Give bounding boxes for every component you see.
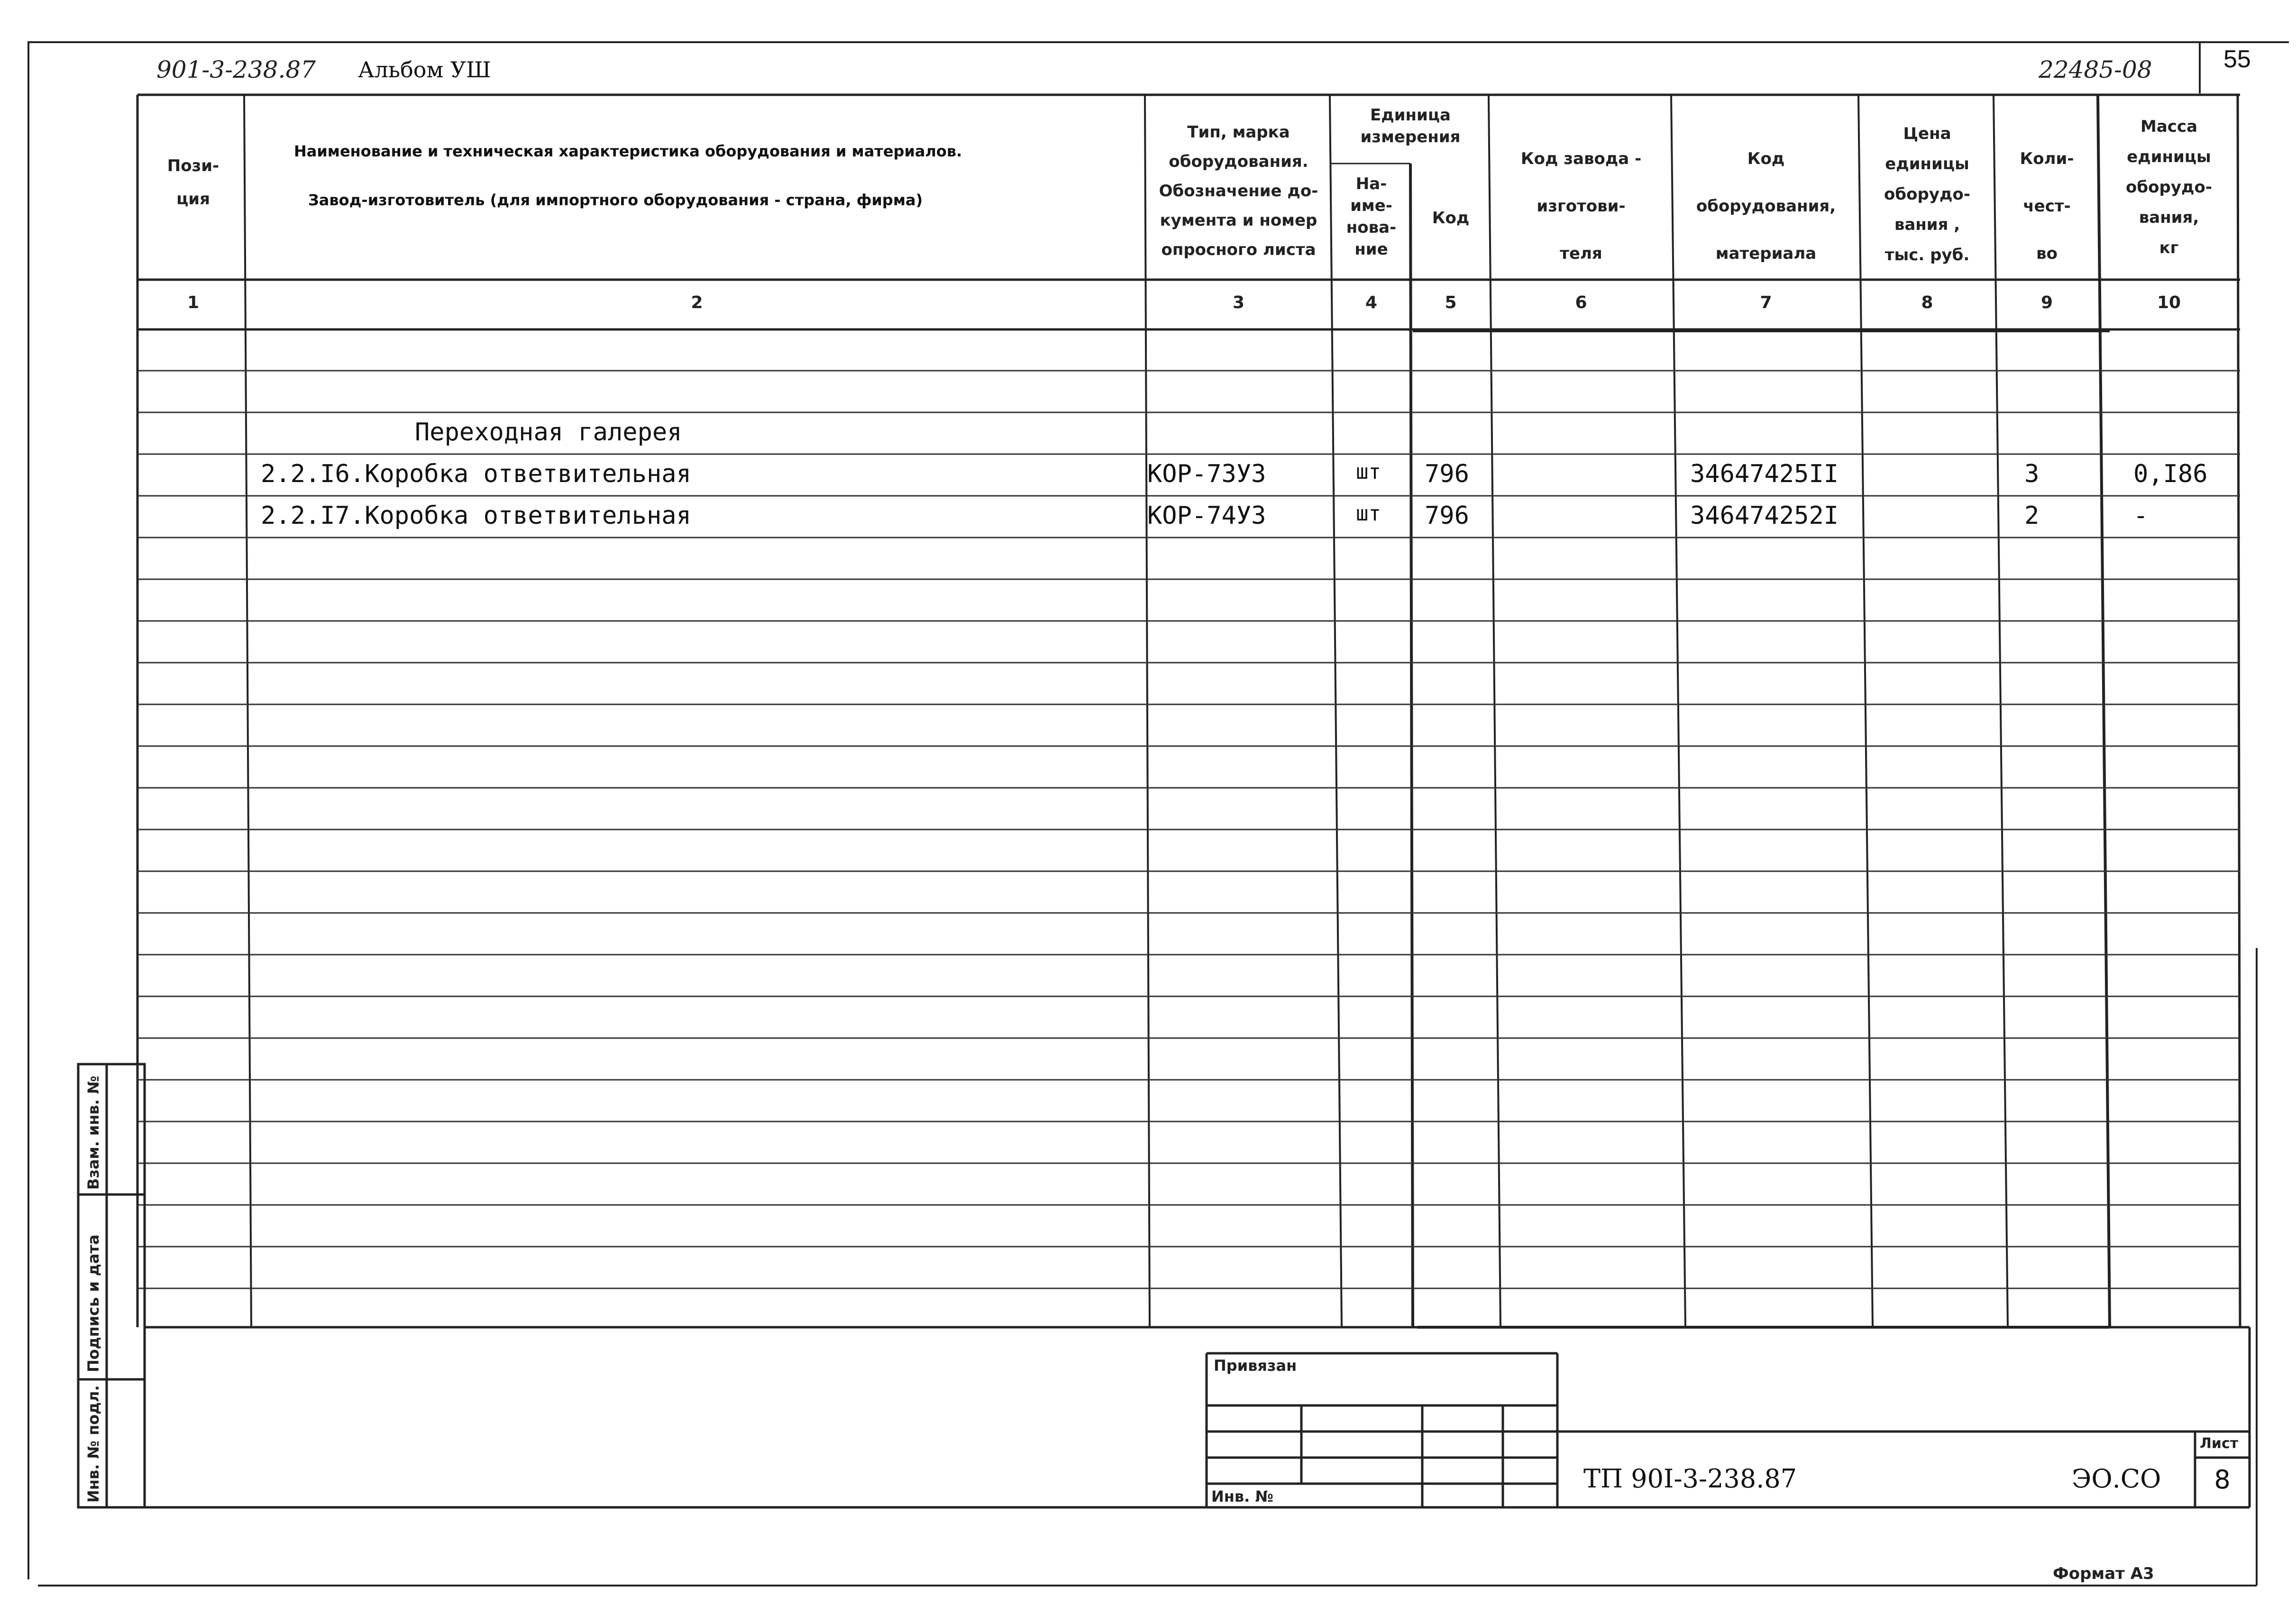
col-number-7: 7: [1760, 293, 1772, 312]
doc-code-handwritten: 901-3-238.87: [156, 56, 316, 83]
row-unit-code: 796: [1425, 460, 1469, 488]
row-material-code: 34647425II: [1690, 460, 1839, 488]
doc-number-handwritten: 22485-08: [2039, 56, 2152, 83]
col-number-4: 4: [1365, 293, 1378, 312]
stamp-sheet: 8: [2214, 1465, 2231, 1495]
side-label-inv: Инв. № подл.: [84, 1385, 102, 1503]
stamp-mark: ЭО.СО: [2072, 1464, 2161, 1494]
format-label: Формат А3: [2053, 1564, 2154, 1583]
row-unit: шт: [1356, 460, 1381, 484]
row-type: КОР-73У3: [1147, 460, 1266, 488]
header-quantity: Коли- чест- во: [2020, 149, 2074, 263]
col-number-1: 1: [187, 293, 200, 312]
row-name: 2.2.I6.Коробка ответвительная: [261, 460, 691, 488]
row-qty: 3: [2024, 460, 2040, 488]
col-number-9: 9: [2040, 293, 2053, 312]
col-number-5: 5: [1445, 293, 1457, 312]
stamp-doc: ТП 90I-3-238.87: [1583, 1464, 1797, 1494]
row-qty: 2: [2024, 501, 2040, 530]
col-number-2: 2: [691, 293, 703, 312]
row-material-code: 346474252I: [1690, 501, 1839, 530]
stamp-sheet-label: Лист: [2200, 1435, 2239, 1452]
header-factory-code: Код завода - изготови- теля: [1520, 149, 1642, 263]
page-number: 55: [2223, 46, 2251, 73]
row-mass: -: [2133, 501, 2149, 530]
header-equipment-code: Код оборудования, материала: [1696, 149, 1836, 263]
col-number-3: 3: [1232, 293, 1245, 312]
header-name-line2: Завод-изготовитель (для импортного оборудования - страна, фирма): [308, 191, 923, 209]
row-name: 2.2.I7.Коробка ответвительная: [261, 501, 691, 530]
row-mass: 0,I86: [2133, 460, 2208, 488]
side-label-vzam: Взам. инв. №: [84, 1076, 102, 1190]
header-price: Цена единицы оборудо- вания , тыс. руб.: [1884, 124, 1970, 264]
header-position: Пози- ция: [167, 156, 220, 209]
section-title: Переходная галерея: [415, 418, 682, 447]
stamp-inv-no: Инв. №: [1211, 1487, 1273, 1505]
row-unit-code: 796: [1425, 501, 1469, 530]
header-name-line1: Наименование и техническая характеристика оборудования и материалов.: [294, 142, 962, 160]
header-unit-group: Единица измерения: [1360, 106, 1461, 146]
row-type: КОР-74У3: [1147, 501, 1266, 530]
header-unit-code: Код: [1432, 209, 1470, 228]
side-label-podpis: Подпись и дата: [84, 1234, 102, 1372]
stamp-privyazan: Привязан: [1214, 1357, 1297, 1375]
col-number-6: 6: [1575, 293, 1587, 312]
col-number-10: 10: [2157, 293, 2181, 312]
col-number-8: 8: [1921, 293, 1933, 312]
album-label: Альбом УШ: [358, 57, 491, 82]
header-type: Тип, марка оборудования. Обозначение до- кумента и номер опросного листа: [1159, 123, 1318, 259]
row-unit: шт: [1356, 501, 1381, 526]
header-unit-name: На- име- нова- ние: [1346, 174, 1397, 259]
header-mass: Масса единицы оборудо- вания, кг: [2126, 117, 2212, 257]
